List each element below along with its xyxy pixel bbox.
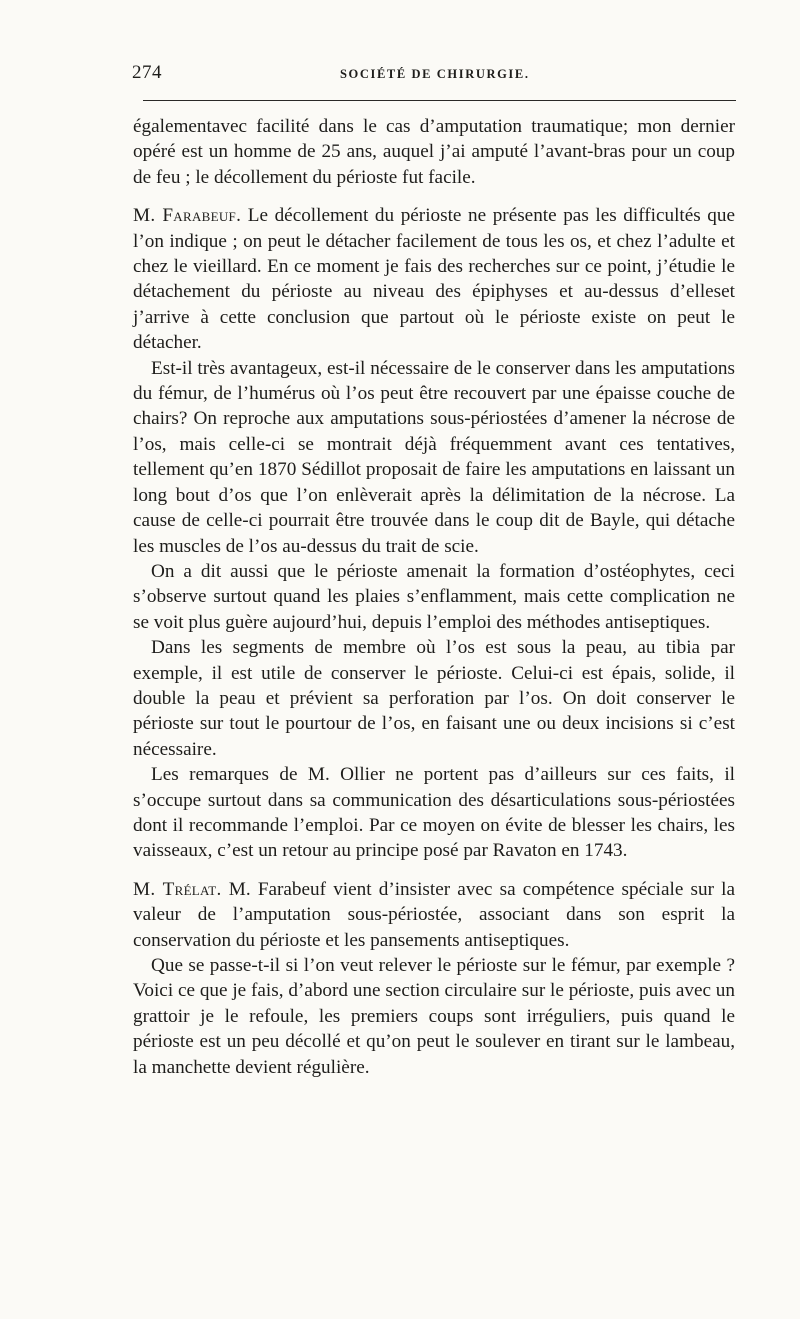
speaker-name: M. Farabeuf. <box>133 205 242 227</box>
paragraph <box>133 877 735 953</box>
running-title: SOCIÉTÉ DE CHIRURGIE. <box>340 67 530 81</box>
paragraph <box>133 953 735 1080</box>
header-rule <box>143 100 736 101</box>
paragraph-text: M. Farabeuf vient d’insister avec sa compétence spéciale sur la valeur de l’amputation sous-périostée, associant dans son esprit la conservation du périoste et les pansements antiseptiques. <box>133 878 735 951</box>
paragraph-text: Les remarques de M. Ollier ne portent pas d’ailleurs sur ces faits, il s’occupe surtout dans sa communication des désarticulations sous-périostées dont il recommande l’emploi. Par ce moyen on évite de blesser les chairs, les vaisseaux, c’est un retour au principe posé par Ravaton en 1743. <box>133 764 735 862</box>
paragraph <box>133 114 735 190</box>
page-number: 274 <box>132 62 162 83</box>
paragraph <box>133 635 735 762</box>
paragraph <box>133 559 735 635</box>
body-text <box>133 114 735 1080</box>
paragraph-text: égalementavec facilité dans le cas d’amputation traumatique; mon dernier opéré est un homme de 25 ans, auquel j’ai amputé l’avant-bras pour un coup de feu ; le décollement du périoste fut facile. <box>133 116 735 188</box>
paragraph <box>133 762 735 864</box>
page-header <box>132 62 735 90</box>
paragraph-text: Le décollement du périoste ne présente pas les difficultés que l’on indique ; on peut le détacher facilement de tous les os, et chez l’adulte et chez le vieillard. En ce moment je fais des recherches sur ce point, j’étudie le détachement du périoste au niveau des épiphyses et au-dessus d’elleset j’arrive à cette conclusion que partout où le périoste existe on peut le détacher. <box>133 205 735 354</box>
paragraph <box>133 356 735 559</box>
paragraph <box>133 203 735 355</box>
paragraph-text: Est-il très avantageux, est-il nécessaire de le conserver dans les amputations du fémur, de l’humérus où l’os peut être recouvert par une épaisse couche de chairs? On reproche aux amputations sous-périostées d’amener la nécrose de l’os, mais celle-ci se montrait déjà fréquemment avant ces tentatives, tellement qu’en 1870 Sédillot proposait de faire les amputations en laissant un long bout d’os que l’on enlèverait après la délimitation de la nécrose. La cause de celle-ci pourrait être trouvée dans le coup dit de Bayle, qui détache les muscles de l’os au-dessus du trait de scie. <box>133 357 735 557</box>
paragraph-text: On a dit aussi que le périoste amenait la formation d’ostéophytes, ceci s’observe surtout quand les plaies s’enflamment, mais cette complication ne se voit plus guère aujourd’hui, depuis l’emploi des méthodes antiseptiques. <box>133 560 735 633</box>
paragraph-text: Que se passe-t-il si l’on veut relever le périoste sur le fémur, par exemple ? Voici ce que je fais, d’abord une section circulaire sur le périoste, puis avec un grattoir je le refoule, les premiers coups sont irréguliers, puis quand le périoste est un peu décollé et qu’on peut le soulever en tirant sur le lambeau, la manchette devient régulière. <box>133 955 735 1078</box>
paragraph-text: Dans les segments de membre où l’os est sous la peau, au tibia par exemple, il est utile de conserver le périoste. Celui-ci est épais, solide, il double la peau et prévient sa perforation par l’os. On doit conserver le périoste sur tout le pourtour de l’os, en faisant une ou deux incisions si c’est nécessaire. <box>133 637 735 760</box>
speaker-name: M. Trélat. <box>133 878 222 900</box>
